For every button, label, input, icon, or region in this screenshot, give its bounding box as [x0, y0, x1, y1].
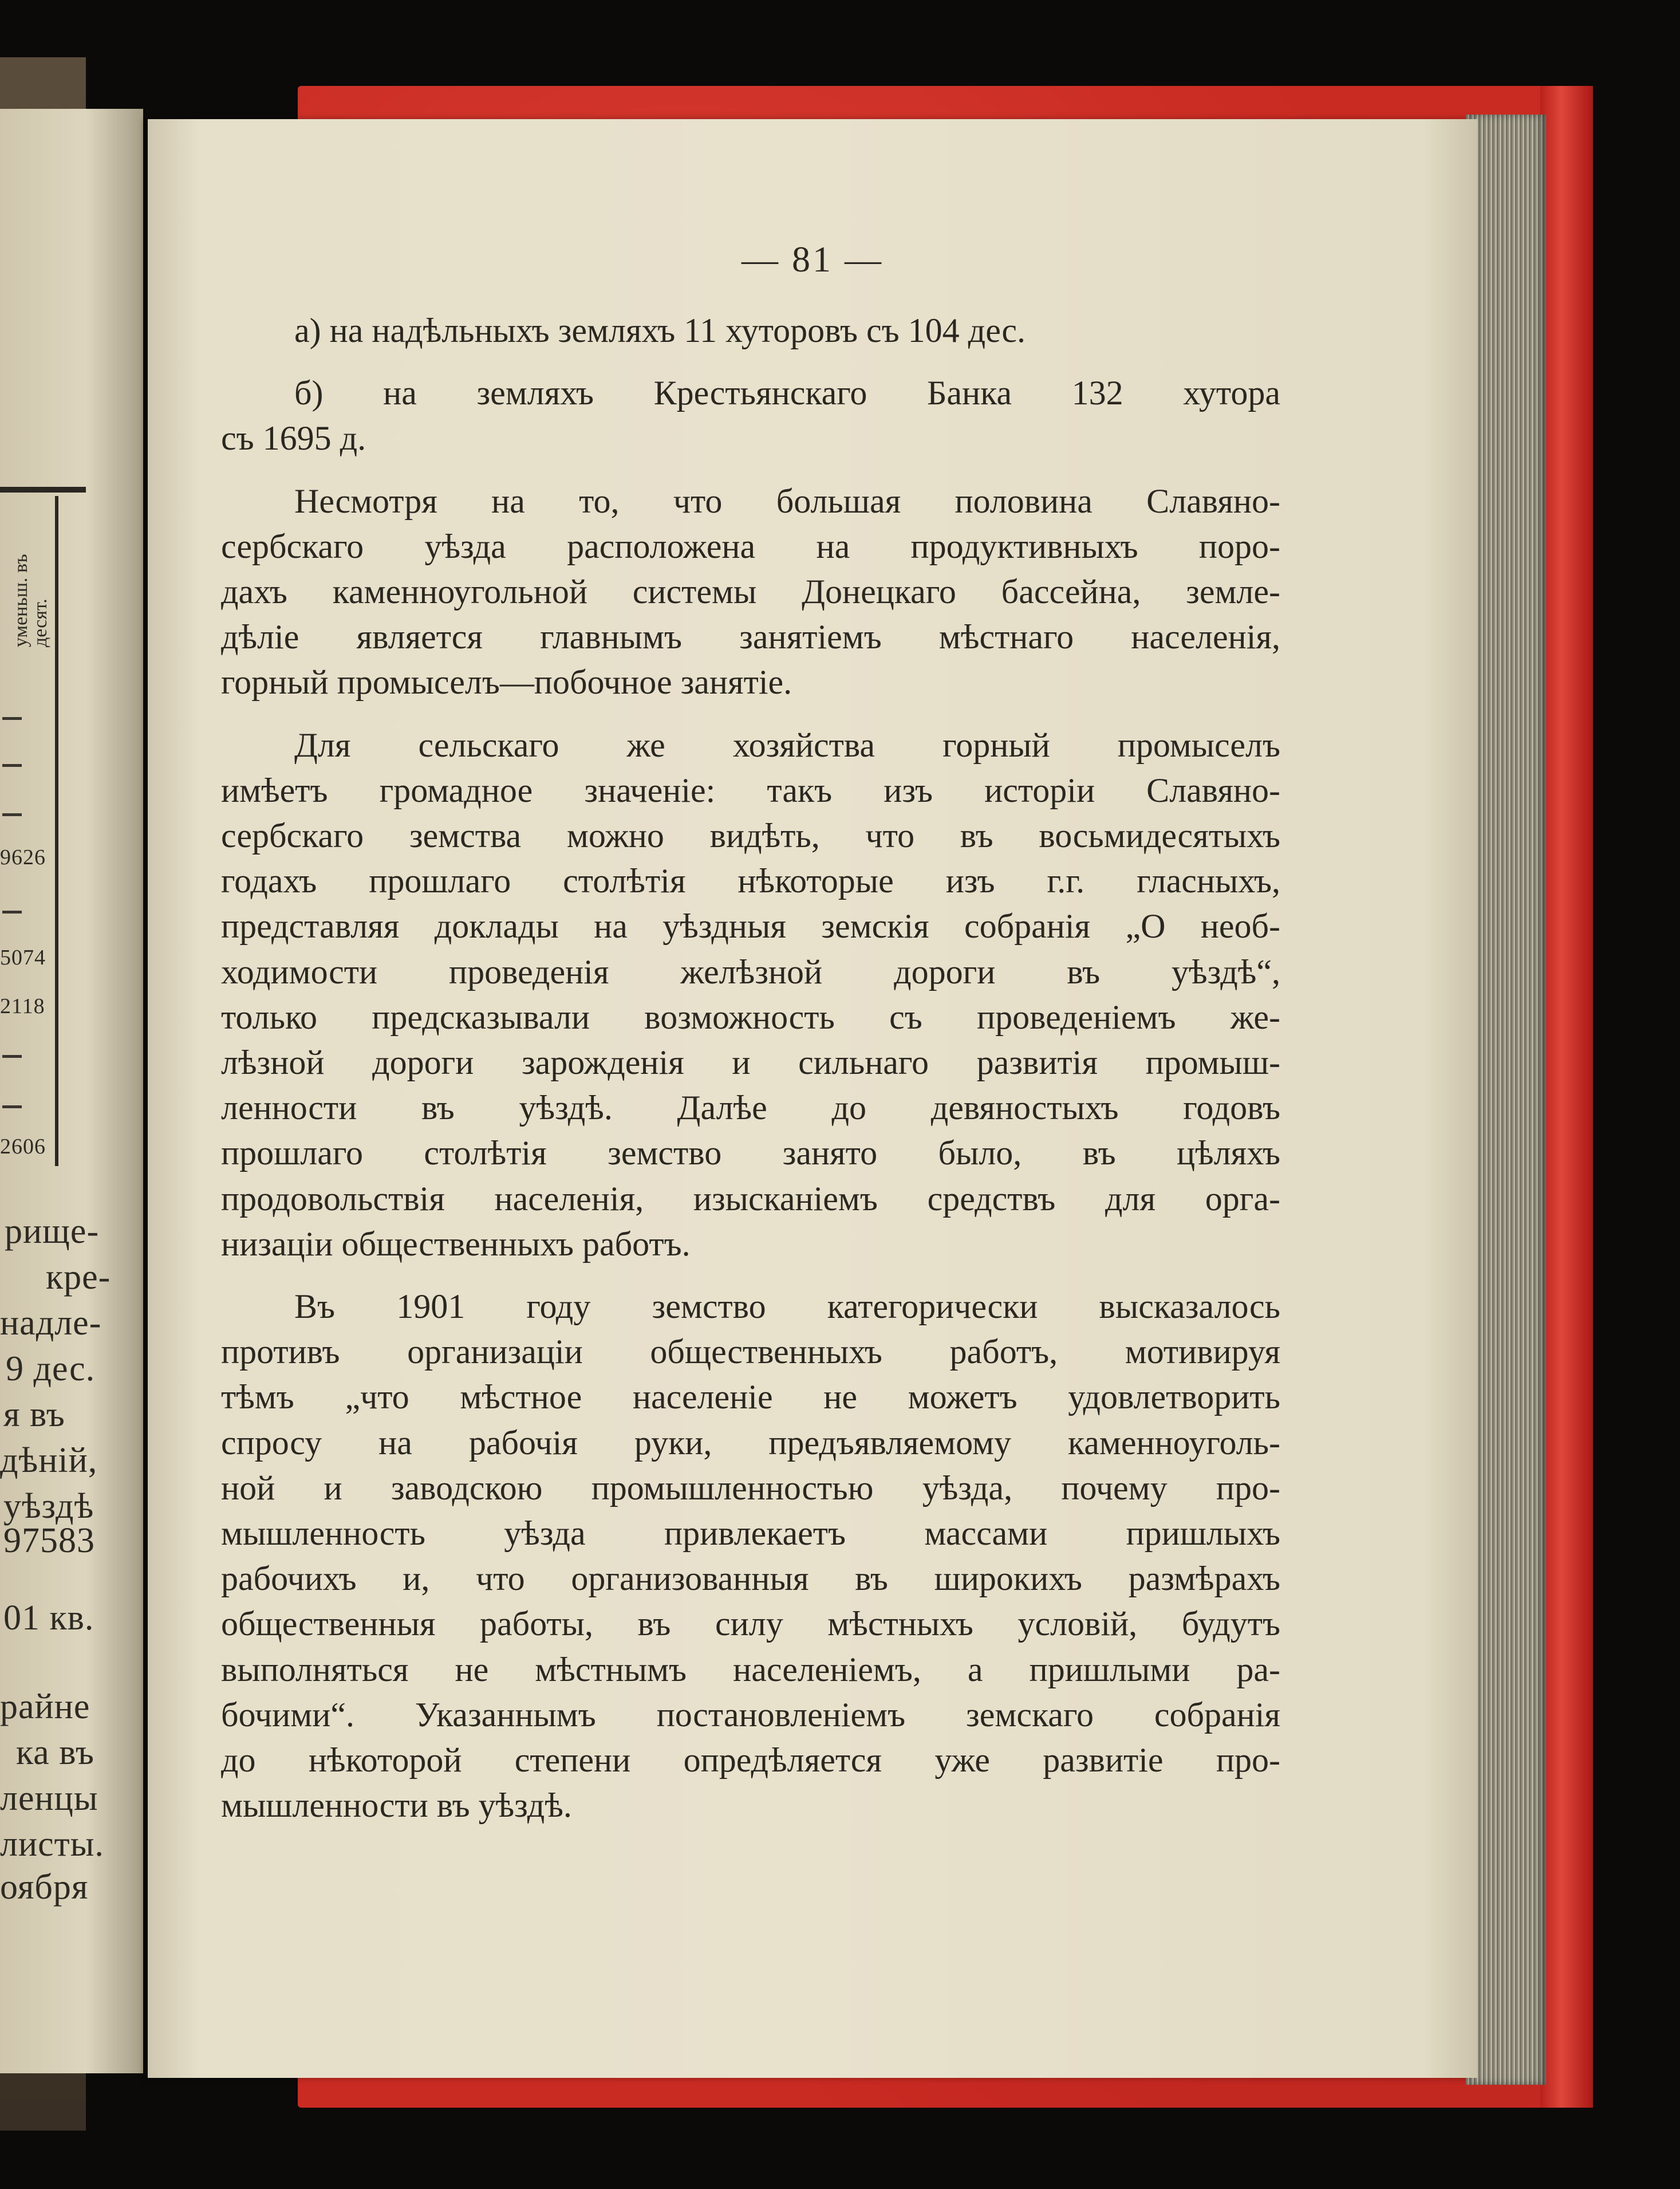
text-line: имѣетъ громадное значеніе: такъ изъ исторіи Славяно-: [221, 771, 1280, 809]
text-fragment: надле-: [0, 1304, 102, 1342]
page-stack-edge: [1466, 115, 1546, 2085]
paragraph: [221, 1284, 1280, 1828]
text-fragment: листы.: [0, 1825, 104, 1864]
text-fragment: ка въ: [16, 1733, 94, 1772]
text-line: съ 1695 д.: [221, 419, 366, 458]
text-line: продовольствія населенія, изысканіемъ средствъ для орга-: [221, 1179, 1280, 1218]
table-dash: [2, 813, 22, 816]
table-column-rule: [55, 496, 58, 1166]
table-dash: [2, 1055, 22, 1058]
text-line: годахъ прошлаго столѣтія нѣкоторые изъ г.г. гласныхъ,: [221, 862, 1280, 900]
text-fragment: рище-: [5, 1212, 100, 1251]
table-value: 2606: [0, 1135, 46, 1159]
text-line: бочими“. Указаннымъ постановленіемъ земскаго собранія: [221, 1695, 1280, 1734]
text-fragment: ленцы: [0, 1779, 98, 1818]
text-fragment: райне: [0, 1687, 90, 1726]
text-line: дѣліе является главнымъ занятіемъ мѣстнаго населенія,: [221, 618, 1280, 656]
text-line: горный промыселъ—побочное занятіе.: [221, 663, 792, 702]
text-line: противъ организаціи общественныхъ работъ, мотивируя: [221, 1333, 1280, 1371]
text-line: Для сельскаго же хозяйства горный промыселъ: [294, 726, 1280, 764]
text-fragment: 01 кв.: [3, 1599, 94, 1637]
text-fragment: оября: [0, 1868, 89, 1907]
text-line: дахъ каменноугольной системы Донецкаго бассейна, земле-: [221, 573, 1280, 611]
table-value: 9626: [0, 845, 46, 869]
text-fragment: кре-: [46, 1258, 111, 1297]
text-line: рабочихъ и, что организованныя въ широкихъ размѣрахъ: [221, 1560, 1280, 1598]
page-number: — 81 —: [742, 239, 884, 279]
table-dash: [2, 717, 22, 720]
text-line: сербскаго земства можно видѣть, что въ восьмидесятыхъ: [221, 817, 1280, 855]
text-line: спросу на рабочія руки, предъявляемому каменноуголь-: [221, 1423, 1280, 1462]
text-line: сербскаго уѣзда расположена на продуктивныхъ поро-: [221, 527, 1280, 565]
text-line: ленности въ уѣздѣ. Далѣе до девяностыхъ годовъ: [221, 1089, 1280, 1127]
previous-page: [0, 109, 143, 2073]
text-line: а) на надѣльныхъ земляхъ 11 хуторовъ съ 104 дес.: [294, 312, 1026, 349]
text-line: до нѣкоторой степени опредѣляется уже развитіе про-: [221, 1741, 1280, 1779]
text-line: ходимости проведенія желѣзной дороги въ уѣздѣ“,: [221, 952, 1280, 991]
text-line: тѣмъ „что мѣстное населеніе не можетъ удовлетворить: [221, 1378, 1280, 1416]
table-dash: [2, 764, 22, 767]
paragraph: [221, 723, 1280, 1267]
paragraph: [221, 479, 1280, 706]
text-line: Несмотря на то, что большая половина Славяно-: [294, 482, 1280, 520]
text-line: общественныя работы, въ силу мѣстныхъ условій, будутъ: [221, 1605, 1280, 1643]
table-value: 5074: [0, 946, 46, 970]
text-line: ной и заводскою промышленностью уѣзда, почему про-: [221, 1468, 1280, 1507]
text-line: выполняться не мѣстнымъ населеніемъ, а пришлыми ра-: [221, 1650, 1280, 1688]
text-line: прошлаго столѣтія земство занято было, въ цѣляхъ: [221, 1134, 1280, 1172]
text-line: только предсказывали возможность съ проведеніемъ же-: [221, 998, 1280, 1036]
text-line: мышленности въ уѣздѣ.: [221, 1786, 572, 1825]
book-page: [148, 119, 1477, 2078]
text-line: представляя доклады на уѣздныя земскія собранія „О необ-: [221, 907, 1280, 946]
table-dash: [2, 1105, 22, 1108]
text-line: мышленность уѣзда привлекаетъ массами пришлыхъ: [221, 1514, 1280, 1553]
text-line: лѣзной дороги зарожденія и сильнаго развитія промыш-: [221, 1044, 1280, 1082]
list-item-a: [221, 308, 1280, 353]
text-fragment: уѣздѣ: [3, 1487, 94, 1526]
table-dash: [2, 911, 22, 914]
text-fragment: 9 дес.: [6, 1349, 96, 1388]
text-line: низаціи общественныхъ работъ.: [221, 1225, 691, 1263]
table-column-header: уменьш. въ десят.: [10, 554, 51, 647]
text-line: Въ 1901 году земство категорически высказалось: [294, 1288, 1280, 1326]
text-line: б) на земляхъ Крестьянскаго Банка 132 хутора: [294, 374, 1280, 412]
text-fragment: я въ: [3, 1395, 65, 1434]
table-value: 2118: [0, 994, 45, 1018]
table-top-rule: [0, 487, 86, 493]
list-item-b: [221, 371, 1280, 461]
page-text: [221, 308, 1280, 1829]
text-fragment: 97583: [3, 1521, 95, 1560]
text-fragment: дѣній,: [0, 1441, 98, 1480]
book-cover-edge: [1540, 86, 1593, 2108]
